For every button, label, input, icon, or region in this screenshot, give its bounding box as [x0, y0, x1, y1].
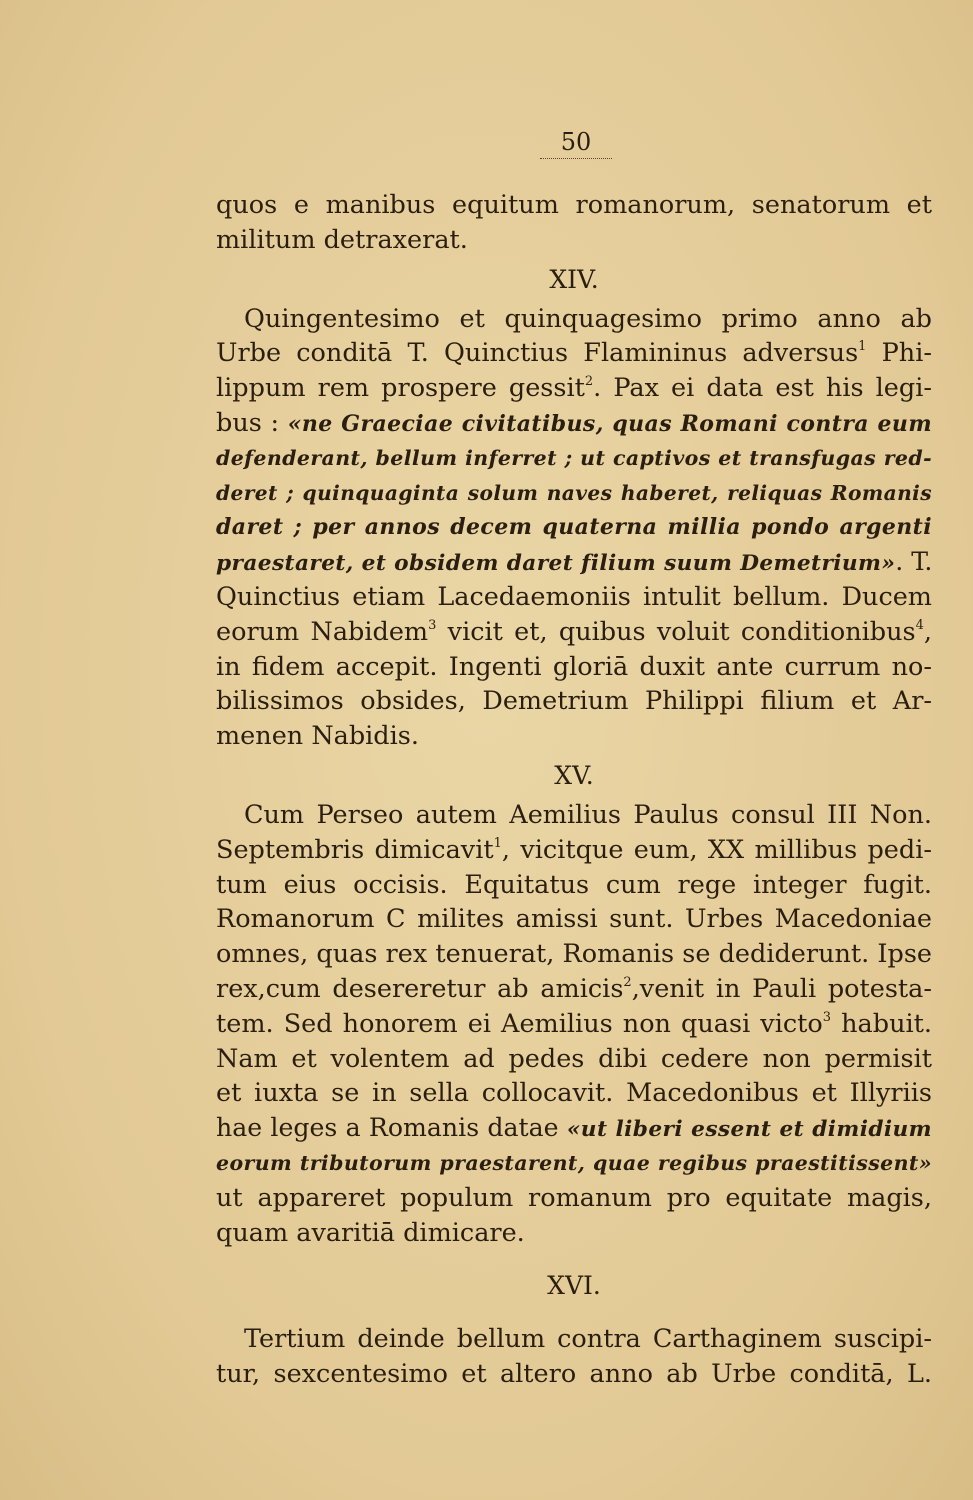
text-line: Quingentesimo et quinquagesimo primo anno ab — [244, 303, 932, 334]
text-line: rex,cum desereretur ab amicis$^2$,venit in Pauli potesta- — [216, 973, 932, 1004]
italic-quote-line: eorum tributorum praestarent, quae regibus praestitissent» — [216, 1150, 932, 1175]
italic-quote-line: defenderant, bellum inferret ; ut captivos et transfugas red- — [216, 445, 932, 470]
footnote-ref: 4 — [915, 617, 924, 633]
text-line: ut appareret populum romanum pro equitate magis, — [216, 1182, 932, 1213]
footnote-ref: 3 — [428, 617, 437, 633]
text-line: menen Nabidis. — [216, 721, 419, 752]
footnote-ref: 2 — [623, 974, 632, 990]
text-line: Nam et volentem ad pedes dibi cedere non permisit — [216, 1043, 932, 1074]
footnote-ref: 1 — [858, 339, 867, 355]
footnote-ref: 1 — [493, 835, 502, 851]
text-line: quos e manibus equitum romanorum, senatorum et — [216, 190, 932, 220]
text-line: eorum Nabidem$^3$ vicit et, quibus voluit conditionibus$^4$, — [216, 616, 932, 647]
text-line: Cum Perseo autem Aemilius Paulus consul III Non. — [244, 799, 932, 830]
section-heading-xiv: XIV. — [549, 264, 599, 294]
text-line: tum eius occisis. Equitatus cum rege integer fugit. — [216, 869, 932, 900]
italic-quote: praestaret, et obsidem daret filium suum Demetrium» — [216, 551, 896, 577]
text-line: bus : «ne Graeciae civitatibus, quas Romani contra eum — [216, 407, 932, 438]
text-line: praestaret, et obsidem daret filium suum Demetrium». T. — [216, 547, 933, 577]
text-line: militum detraxerat. — [216, 224, 468, 255]
text-line: tur, sexcentesimo et altero anno ab Urbe conditā, L. — [216, 1359, 932, 1390]
page-number: 50 — [540, 128, 612, 159]
italic-quote: «ne Graeciae civitatibus, quas Romani contra eum — [287, 410, 932, 437]
text-line: Quinctius etiam Lacedaemoniis intulit bellum. Ducem — [216, 581, 932, 612]
page-body — [216, 188, 932, 1392]
text-line: omnes, quas rex tenuerat, Romanis se dediderunt. Ipse — [216, 939, 932, 970]
section-heading-xvi: XVI. — [547, 1271, 601, 1301]
footnote-ref: 2 — [584, 374, 594, 390]
text-line: bilissimos obsides, Demetrium Philippi filium et Ar- — [216, 686, 932, 717]
text-line: lippum rem prospere gessit$^2$. Pax ei data est his legi- — [216, 373, 932, 404]
text-line: Tertium deinde bellum contra Carthaginem suscipi- — [244, 1324, 932, 1355]
text-line: Septembris dimicavit$^1$, vicitque eum, XX millibus pedi- — [216, 834, 932, 865]
section-heading-xv: XV. — [554, 760, 594, 790]
text-line: et iuxta se in sella collocavit. Macedonibus et Illyriis — [216, 1078, 932, 1109]
text-line: quam avaritiā dimicare. — [216, 1217, 525, 1248]
text-line: hae leges a Romanis datae «ut liberi essent et dimidium — [216, 1113, 932, 1143]
footnote-ref: 3 — [822, 1009, 832, 1025]
text-line: tem. Sed honorem ei Aemilius non quasi victo$^3$ habuit. — [216, 1008, 932, 1039]
text-line: Romanorum C milites amissi sunt. Urbes Macedoniae — [216, 904, 932, 935]
text-line: Urbe conditā T. Quinctius Flamininus adversus$^1$ Phi- — [216, 338, 932, 369]
italic-quote-line: deret ; quinquaginta solum naves haberet, reliquas Romanis — [216, 480, 932, 505]
text-line: in fidem accepit. Ingenti gloriā duxit ante currum no- — [216, 651, 932, 682]
italic-quote-line: daret ; per annos decem quaterna millia pondo argenti — [216, 514, 932, 541]
italic-quote: «ut liberi essent et dimidium — [566, 1117, 932, 1143]
